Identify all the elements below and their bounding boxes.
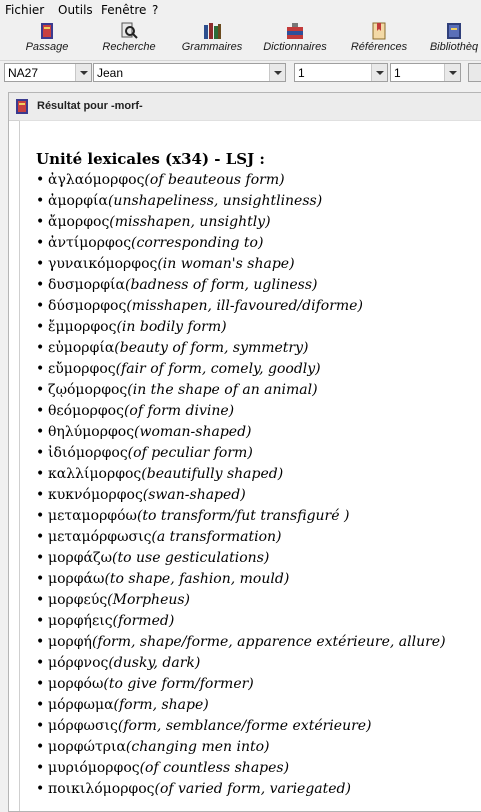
version-value: NA27 xyxy=(8,66,39,80)
references-label: Références xyxy=(350,41,408,53)
lexical-entry[interactable] xyxy=(36,380,446,401)
lexical-entry[interactable] xyxy=(36,254,446,275)
greek-lemma: μορφάω xyxy=(48,571,105,587)
lexical-entry[interactable] xyxy=(36,212,446,233)
greek-lemma: μόρφωμα xyxy=(48,697,114,713)
bullet-icon: • xyxy=(36,256,45,272)
refresh-button[interactable] xyxy=(468,63,481,82)
entry-gloss: (Morpheus) xyxy=(107,592,191,608)
lexical-entry[interactable] xyxy=(36,527,446,548)
entry-gloss: (unshapeliness, unsightliness) xyxy=(107,193,323,209)
greek-lemma: θηλύμορφος xyxy=(48,424,135,440)
entry-gloss: (of countless shapes) xyxy=(139,760,290,776)
greek-lemma: μορφή xyxy=(48,634,92,650)
entry-gloss: (of peculiar form) xyxy=(127,445,253,461)
bullet-icon: • xyxy=(36,193,45,209)
bullet-icon: • xyxy=(36,760,45,776)
verse-value: 1 xyxy=(394,66,401,80)
lexical-entry[interactable] xyxy=(36,401,446,422)
greek-lemma: μορφάζω xyxy=(48,550,113,566)
bullet-icon: • xyxy=(36,550,45,566)
entry-gloss: (form, shape) xyxy=(113,697,209,713)
bullet-icon: • xyxy=(36,613,45,629)
bullet-icon: • xyxy=(36,445,45,461)
bullet-icon: • xyxy=(36,781,45,797)
bullet-icon: • xyxy=(36,718,45,734)
entry-gloss: (to give form/former) xyxy=(103,676,254,692)
lexical-entry[interactable] xyxy=(36,422,446,443)
chevron-down-icon[interactable] xyxy=(371,64,387,81)
menu-outils[interactable]: Outils xyxy=(58,3,93,17)
entry-gloss: (to transform/fut transfiguré ) xyxy=(136,508,350,524)
entry-gloss: (changing men into) xyxy=(125,739,270,755)
greek-lemma: ἀντίμορφος xyxy=(48,235,132,251)
book-select[interactable] xyxy=(93,63,286,82)
recherche-label: Recherche xyxy=(102,41,156,53)
recherche-button[interactable] xyxy=(99,22,159,58)
result-heading: Unité lexicales (x34) - LSJ : xyxy=(36,150,265,168)
lexical-entry[interactable] xyxy=(36,716,446,737)
entry-gloss: (form, semblance/forme extérieure) xyxy=(117,718,372,734)
bullet-icon: • xyxy=(36,361,45,377)
bibliotheque-label: Bibliothèq xyxy=(429,41,479,53)
entry-gloss: (dusky, dark) xyxy=(108,655,201,671)
lexical-entry[interactable] xyxy=(36,569,446,590)
menu-help[interactable]: ? xyxy=(152,3,159,17)
bullet-icon: • xyxy=(36,340,45,356)
book-icon xyxy=(37,22,57,40)
dictionnaires-label: Dictionnaires xyxy=(263,41,327,53)
greek-lemma: μυριόμορφος xyxy=(48,760,140,776)
lexical-entry[interactable] xyxy=(36,758,446,779)
lexical-entry[interactable] xyxy=(36,275,446,296)
entry-gloss: (a transformation) xyxy=(151,529,282,545)
greek-lemma: μόρφνος xyxy=(48,655,109,671)
entry-gloss: (of beauteous form) xyxy=(144,172,285,188)
bullet-icon: • xyxy=(36,508,45,524)
books-icon xyxy=(202,22,222,40)
greek-lemma: ζῳόμορφος xyxy=(48,382,128,398)
window-app-icon xyxy=(15,99,29,114)
verse-select[interactable] xyxy=(390,63,461,82)
entry-gloss: (in the shape of an animal) xyxy=(127,382,318,398)
bullet-icon: • xyxy=(36,277,45,293)
chevron-down-icon[interactable] xyxy=(269,64,285,81)
greek-lemma: ἀμορφία xyxy=(48,193,108,209)
bullet-icon: • xyxy=(36,424,45,440)
chapter-select[interactable] xyxy=(294,63,388,82)
entry-gloss: (swan-shaped) xyxy=(142,487,246,503)
passage-label: Passage xyxy=(25,41,69,53)
lexical-entry[interactable] xyxy=(36,485,446,506)
bullet-icon: • xyxy=(36,466,45,482)
greek-lemma: μόρφωσις xyxy=(48,718,118,734)
grammaires-button[interactable] xyxy=(178,22,246,58)
menu-fenetre[interactable]: Fenêtre xyxy=(101,3,147,17)
toolbar xyxy=(0,20,481,61)
greek-lemma: εὔμορφος xyxy=(48,361,116,377)
entry-gloss: (of varied form, variegated) xyxy=(154,781,351,797)
bullet-icon: • xyxy=(36,697,45,713)
bullet-icon: • xyxy=(36,319,45,335)
bullet-icon: • xyxy=(36,634,45,650)
lexical-entry[interactable] xyxy=(36,233,446,254)
lexical-entry[interactable] xyxy=(36,611,446,632)
entry-gloss: (beautifully shaped) xyxy=(141,466,284,482)
lexical-entry[interactable] xyxy=(36,443,446,464)
greek-lemma: ἰδιόμορφος xyxy=(48,445,128,461)
dictionary-icon xyxy=(285,22,305,40)
dictionnaires-button[interactable] xyxy=(258,22,332,58)
result-content xyxy=(36,149,446,800)
bullet-icon: • xyxy=(36,739,45,755)
menu-fichier[interactable]: Fichier xyxy=(5,3,45,17)
lexical-entry[interactable] xyxy=(36,548,446,569)
entry-gloss: (misshapen, ill-favoured/diforme) xyxy=(126,298,363,314)
entry-gloss: (to shape, fashion, mould) xyxy=(104,571,290,587)
lexical-entry[interactable] xyxy=(36,296,446,317)
library-icon xyxy=(444,22,464,40)
greek-lemma: μορφόω xyxy=(48,676,104,692)
references-button[interactable] xyxy=(347,22,411,58)
greek-lemma: θεόμορφος xyxy=(48,403,124,419)
greek-lemma: μεταμόρφωσις xyxy=(48,529,152,545)
lexical-entry[interactable] xyxy=(36,170,446,191)
bullet-icon: • xyxy=(36,592,45,608)
entry-gloss: (corresponding to) xyxy=(131,235,264,251)
greek-lemma: ἄμορφος xyxy=(48,214,110,230)
result-window xyxy=(8,92,481,812)
lexical-entry[interactable] xyxy=(36,338,446,359)
lexical-entry[interactable] xyxy=(36,590,446,611)
bullet-icon: • xyxy=(36,487,45,503)
greek-lemma: γυναικόμορφος xyxy=(48,256,158,272)
entry-gloss: (beauty of form, symmetry) xyxy=(114,340,309,356)
bookmark-icon xyxy=(369,22,389,40)
greek-lemma: ποικιλόμορφος xyxy=(48,781,155,797)
entry-gloss: (misshapen, unsightly) xyxy=(109,214,271,230)
greek-lemma: ἔμμορφος xyxy=(48,319,117,335)
lexical-entry[interactable] xyxy=(36,674,446,695)
bullet-icon: • xyxy=(36,214,45,230)
entry-gloss: (form, shape/forme, apparence extérieure, allure) xyxy=(91,634,446,650)
menu-bar xyxy=(0,0,481,19)
greek-lemma: εὐμορφία xyxy=(48,340,115,356)
bibliotheque-button[interactable] xyxy=(424,22,481,58)
lexical-entry[interactable] xyxy=(36,653,446,674)
passage-selector-row xyxy=(0,63,481,83)
greek-lemma: μεταμορφόω xyxy=(48,508,137,524)
bullet-icon: • xyxy=(36,529,45,545)
entry-gloss: (in woman's shape) xyxy=(157,256,295,272)
lexical-entry[interactable] xyxy=(36,191,446,212)
entry-gloss: (in bodily form) xyxy=(116,319,227,335)
lexical-entry[interactable] xyxy=(36,506,446,527)
entry-gloss: (badness of form, ugliness) xyxy=(125,277,318,293)
entry-gloss: (fair of form, comely, goodly) xyxy=(115,361,321,377)
lexical-entry[interactable] xyxy=(36,317,446,338)
lexical-entry[interactable] xyxy=(36,632,446,653)
search-icon xyxy=(119,22,139,40)
bullet-icon: • xyxy=(36,676,45,692)
lexical-entry[interactable] xyxy=(36,737,446,758)
lexical-entry[interactable] xyxy=(36,779,446,800)
lexical-entry[interactable] xyxy=(36,359,446,380)
entry-gloss: (to use gesticulations) xyxy=(112,550,270,566)
greek-lemma: μορφεύς xyxy=(48,592,108,608)
greek-lemma: δυσμορφία xyxy=(48,277,125,293)
entry-gloss: (of form divine) xyxy=(123,403,235,419)
entry-gloss: (formed) xyxy=(112,613,175,629)
book-value: Jean xyxy=(97,66,124,80)
greek-lemma: κυκνόμορφος xyxy=(48,487,143,503)
bullet-icon: • xyxy=(36,298,45,314)
greek-lemma: δύσμορφος xyxy=(48,298,127,314)
greek-lemma: καλλίμορφος xyxy=(48,466,142,482)
bullet-icon: • xyxy=(36,571,45,587)
entry-list xyxy=(36,170,446,800)
grammaires-label: Grammaires xyxy=(181,41,243,53)
bullet-icon: • xyxy=(36,655,45,671)
lexical-entry[interactable] xyxy=(36,464,446,485)
chevron-down-icon[interactable] xyxy=(75,64,91,81)
chapter-value: 1 xyxy=(298,66,305,80)
bullet-icon: • xyxy=(36,403,45,419)
greek-lemma: μορφώτρια xyxy=(48,739,126,755)
result-window-title: Résultat pour -morf- xyxy=(37,100,143,112)
passage-button[interactable] xyxy=(22,22,72,58)
result-window-titlebar[interactable] xyxy=(9,93,481,121)
version-select[interactable] xyxy=(4,63,92,82)
lexical-entry[interactable] xyxy=(36,695,446,716)
greek-lemma: μορφήεις xyxy=(48,613,113,629)
bullet-icon: • xyxy=(36,172,45,188)
bullet-icon: • xyxy=(36,235,45,251)
entry-gloss: (woman-shaped) xyxy=(134,424,252,440)
bullet-icon: • xyxy=(36,382,45,398)
result-body xyxy=(19,120,481,811)
chevron-down-icon[interactable] xyxy=(444,64,460,81)
greek-lemma: ἀγλαόμορφος xyxy=(48,172,145,188)
